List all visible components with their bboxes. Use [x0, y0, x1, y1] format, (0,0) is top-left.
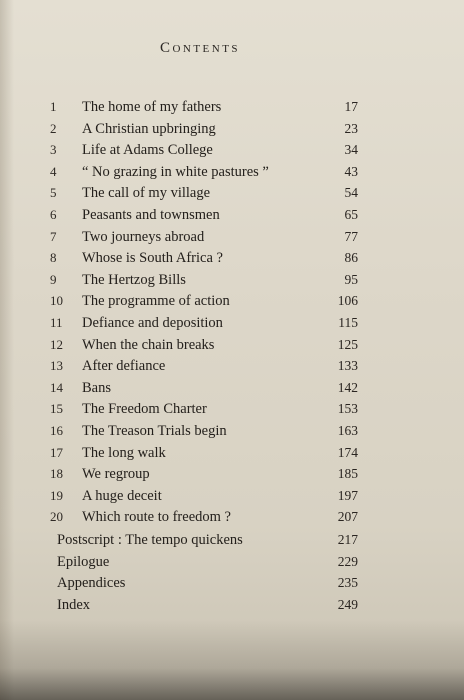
page-number: 249 [337, 596, 358, 612]
chapter-title: Which route to freedom ? [82, 509, 231, 526]
chapter-title: We regroup [82, 466, 150, 483]
chapter-number: 17 [50, 444, 63, 460]
toc-entry [0, 182, 464, 204]
page-number: 23 [344, 120, 358, 136]
page-number: 235 [337, 575, 358, 591]
toc-entry [0, 312, 464, 334]
chapter-number: 20 [50, 509, 63, 525]
chapter-number: 19 [50, 487, 63, 503]
chapter-title: A Christian upbringing [82, 120, 216, 137]
chapter-number: 5 [50, 185, 57, 201]
back-matter-title: Appendices [57, 575, 126, 592]
toc-entry [0, 485, 464, 507]
toc-back-matter-entry [0, 551, 464, 573]
chapter-title: Two journeys abroad [82, 228, 205, 245]
chapter-number: 11 [50, 315, 63, 330]
chapter-title: When the chain breaks [82, 336, 215, 353]
page-number: 77 [344, 228, 358, 244]
toc-entry [0, 204, 464, 226]
page-number: 229 [337, 553, 358, 569]
page-number: 54 [344, 185, 358, 201]
page-number: 43 [344, 163, 358, 179]
chapter-title: Life at Adams College [82, 142, 213, 159]
toc-back-matter-entry [0, 594, 464, 616]
page-number: 185 [337, 466, 358, 482]
chapter-title: The call of my village [82, 185, 211, 202]
chapter-number: 10 [50, 293, 63, 309]
page-number: 133 [337, 358, 358, 374]
page-number: 95 [344, 271, 358, 287]
chapter-number: 6 [50, 207, 57, 222]
chapter-number: 3 [50, 142, 57, 158]
contents-heading-text: Contents [159, 40, 241, 56]
back-matter-title: Index [57, 596, 91, 613]
page-number: 34 [344, 142, 358, 158]
toc-entry [0, 161, 464, 183]
contents-heading [0, 40, 400, 57]
page-number: 197 [337, 487, 358, 503]
chapter-number: 15 [50, 401, 63, 417]
chapter-title: “ No grazing in white pastures ” [82, 163, 269, 180]
page-number: 17 [344, 99, 358, 114]
toc-entry [0, 398, 464, 420]
page-number: 217 [337, 532, 358, 547]
page-number: 125 [337, 336, 358, 352]
toc-entry [0, 334, 464, 356]
chapter-title: Whose is South Africa ? [82, 250, 223, 267]
page-number: 163 [337, 423, 358, 438]
chapter-title: Peasants and townsmen [82, 207, 220, 223]
chapter-number: 14 [50, 379, 63, 395]
chapter-title: The long walk [82, 444, 166, 461]
page-number: 65 [344, 207, 358, 222]
chapter-title: Bans [82, 379, 111, 396]
chapter-number: 1 [50, 99, 57, 114]
chapter-number: 2 [50, 120, 57, 136]
page-number: 106 [337, 293, 358, 309]
chapter-title: Defiance and deposition [82, 315, 223, 331]
chapter-number: 13 [50, 358, 63, 374]
toc-entry [0, 118, 464, 140]
back-matter-title: Epilogue [57, 553, 110, 570]
page-number: 86 [344, 250, 358, 266]
toc-entry [0, 463, 464, 485]
toc-entry [0, 226, 464, 248]
chapter-title: The programme of action [82, 293, 230, 310]
page-number: 153 [337, 401, 358, 417]
chapter-title: The Hertzog Bills [82, 271, 186, 288]
toc-entry [0, 377, 464, 399]
chapter-number: 7 [50, 228, 57, 244]
page-number: 115 [338, 315, 358, 330]
page-number: 207 [337, 509, 358, 525]
chapter-number: 4 [50, 163, 57, 179]
toc-back-matter-entry [0, 529, 464, 551]
chapter-title: A huge deceit [82, 487, 162, 504]
toc-entry [0, 96, 464, 118]
toc-entry [0, 420, 464, 442]
chapter-number: 12 [50, 336, 63, 352]
toc-entry [0, 355, 464, 377]
chapter-number: 16 [50, 423, 63, 438]
chapter-title: The Treason Trials begin [82, 423, 227, 439]
toc-entry [0, 139, 464, 161]
chapter-number: 8 [50, 250, 57, 266]
chapter-title: The Freedom Charter [82, 401, 207, 418]
chapter-title: The home of my fathers [82, 99, 222, 115]
toc-entry [0, 290, 464, 312]
chapter-number: 9 [50, 271, 57, 287]
toc-entry [0, 247, 464, 269]
back-matter-title: Postscript : The tempo quickens [57, 532, 243, 548]
page-shadow [0, 620, 464, 700]
chapter-title: After defiance [82, 358, 166, 375]
toc-entry [0, 506, 464, 528]
page-number: 142 [337, 379, 358, 395]
toc-back-matter-entry [0, 572, 464, 594]
toc-entry [0, 269, 464, 291]
page-number: 174 [337, 444, 358, 460]
chapter-number: 18 [50, 466, 63, 482]
toc-entry [0, 442, 464, 464]
